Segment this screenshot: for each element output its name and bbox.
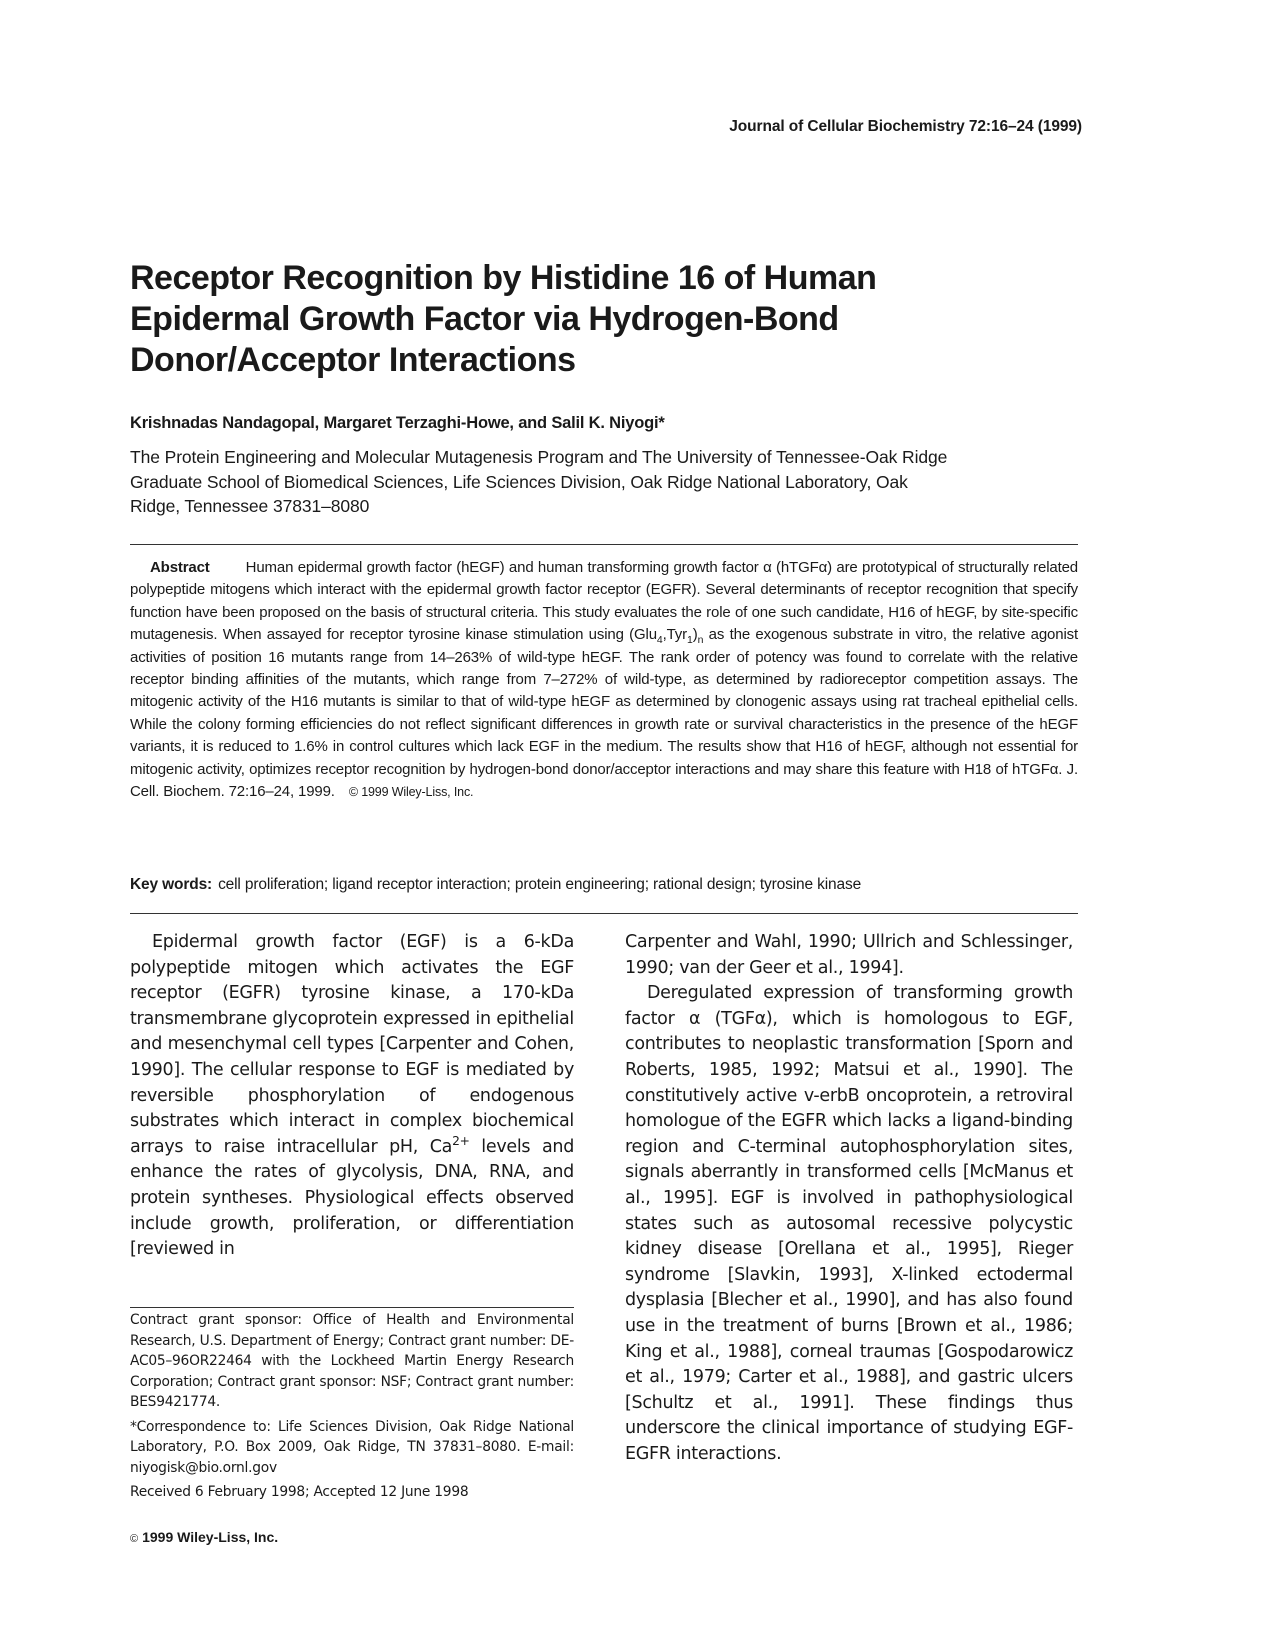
calcium-superscript: 2+ xyxy=(452,1133,470,1148)
keywords-text: cell proliferation; ligand receptor interaction; protein engineering; rational design; tyrosine kinase xyxy=(218,876,862,893)
abstract-block xyxy=(130,557,1078,803)
title-line-3: Donor/Acceptor Interactions xyxy=(130,341,576,379)
footer-publisher: 1999 Wiley-Liss, Inc. xyxy=(142,1529,279,1545)
intro-text-1: Epidermal growth factor (EGF) is a 6-kDa polypeptide mitogen which activates the EGF receptor (EGFR) tyrosine kinase, a 170-kDa transmembrane glycoprotein expressed in epithelial and mesenchymal cell types [Carpenter and Cohen, 1990]. The cellular response to EGF is mediated by reversible phosphorylation of endogenous substrates which interact in complex biochemical arrays to raise intracellular pH, Ca xyxy=(130,932,574,1157)
abstract-text-4: as the exogenous substrate in vitro, the relative agonist activities of position 16 mutants range from 14–263% of wild-type hEGF. The rank order of potency was found to correlate with the relative receptor binding affinities of the mutants, which range from 7–272% of wild-type, as determined by radioreceptor competition assays. The mitogenic activity of the H16 mutants is similar to that of wild-type hEGF as determined by clonogenic assays using rat tracheal epithelial cells. While the colony forming efficiencies do not reflect significant differences in growth rate or survival characteristics in the presence of the hEGF variants, it is reduced to 1.6% in control cultures which lack EGF in the medium. The results show that H16 of hEGF, although not essential for mitogenic activity, optimizes receptor recognition by hydrogen-bond donor/acceptor interactions and may share this feature with H18 of hTGFα. J. Cell. Biochem. 72:16–24, 1999. xyxy=(130,626,1078,801)
body-paragraph-intro xyxy=(130,930,574,1263)
title-line-2: Epidermal Growth Factor via Hydrogen-Bond xyxy=(130,300,839,338)
body-column-right xyxy=(625,930,1073,1467)
body-paragraph-tgf: Deregulated expression of transforming growth factor α (TGFα), which is homologous to EGF, contributes to neoplastic transformation [Sporn and Roberts, 1985, 1992; Matsui et al., 1990]. The constitutively active v-erbB oncoprotein, a retroviral homologue of the EGFR which lacks a ligand-binding region and C-terminal autophosphorylation sites, signals aberrantly in transformed cells [McManus et al., 1995]. EGF is involved in pathophysiological states such as autosomal recessive polycystic kidney disease [Orellana et al., 1995], Rieger syndrome [Slavkin, 1993], X-linked ectodermal dysplasia [Blecher et al., 1990], and has also found use in the treatment of burns [Brown et al., 1986; King et al., 1988], corneal traumas [Gospodarowicz et al., 1979; Carter et al., 1988], and gastric ulcers [Schultz et al., 1991]. These findings thus underscore the clinical importance of studying EGF-EGFR interactions. xyxy=(625,983,1073,1464)
body-column-left xyxy=(130,930,574,1263)
body-paragraph-continued: Carpenter and Wahl, 1990; Ullrich and Schlessinger, 1990; van der Geer et al., 1994]. xyxy=(625,932,1073,978)
abstract-sub-glu: 4 xyxy=(656,634,663,647)
affiliation-line-2: Graduate School of Biomedical Sciences, Life Sciences Division, Oak Ridge National Laboratory, Oak xyxy=(130,471,908,492)
abstract-bottom-divider xyxy=(130,913,1078,914)
title-line-1: Receptor Recognition by Histidine 16 of Human xyxy=(130,259,877,297)
keywords xyxy=(130,876,861,894)
abstract-top-divider xyxy=(130,544,1078,545)
abstract-text-2: ,Tyr xyxy=(662,626,688,644)
abstract-text-3: ) xyxy=(692,626,698,644)
footnote-grant: Contract grant sponsor: Office of Health and Environmental Research, U.S. Department of Energy; Contract grant number: DE-AC05–96OR22464 with the Lockheed Martin Energy Research Corporation; Contract grant sponsor: NSF; Contract grant number: BES9421774. xyxy=(130,1312,574,1410)
footnotes xyxy=(130,1310,574,1507)
page-footer xyxy=(130,1529,278,1545)
abstract-sub-n: n xyxy=(697,634,704,647)
abstract-text-1: Human epidermal growth factor (hEGF) and human transforming growth factor α (hTGFα) are prototypical of structurally related polypeptide mitogens which interact with the epidermal growth factor receptor (EGFR). Several determinants of receptor recognition that specify function have been proposed on the basis of structural criteria. This study evaluates the role of one such candidate, H16 of hEGF, by site-specific mutagenesis. When assayed for receptor tyrosine kinase stimulation using (Glu xyxy=(130,559,1078,644)
keywords-label: Key words: xyxy=(130,876,213,893)
footnote-received: Received 6 February 1998; Accepted 12 June 1998 xyxy=(130,1484,469,1500)
abstract-sub-tyr: 1 xyxy=(687,634,693,647)
article-title xyxy=(130,258,1090,381)
abstract-label: Abstract xyxy=(150,559,210,576)
footer-copyright-symbol: © xyxy=(130,1533,139,1545)
journal-citation: Journal of Cellular Biochemistry 72:16–24 (1999) xyxy=(729,118,1082,135)
author-list: Krishnadas Nandagopal, Margaret Terzaghi-Howe, and Salil K. Niyogi* xyxy=(130,414,665,432)
affiliation-line-1: The Protein Engineering and Molecular Mutagenesis Program and The University of Tennessee-Oak Ridge xyxy=(130,447,948,467)
affiliation xyxy=(130,445,1085,519)
footnote-divider xyxy=(130,1307,574,1308)
intro-text-2: levels and enhance the rates of glycolysis, DNA, RNA, and protein syntheses. Physiological effects observed include growth, proliferation, or differentiation [reviewed in xyxy=(130,1136,575,1260)
affiliation-line-3: Ridge, Tennessee 37831–8080 xyxy=(130,496,370,516)
footnote-correspondence: *Correspondence to: Life Sciences Division, Oak Ridge National Laboratory, P.O. Box 2009, Oak Ridge, TN 37831–8080. E-mail: niyogisk@bio.ornl.gov xyxy=(130,1418,574,1476)
abstract-copyright: © 1999 Wiley-Liss, Inc. xyxy=(348,785,474,800)
